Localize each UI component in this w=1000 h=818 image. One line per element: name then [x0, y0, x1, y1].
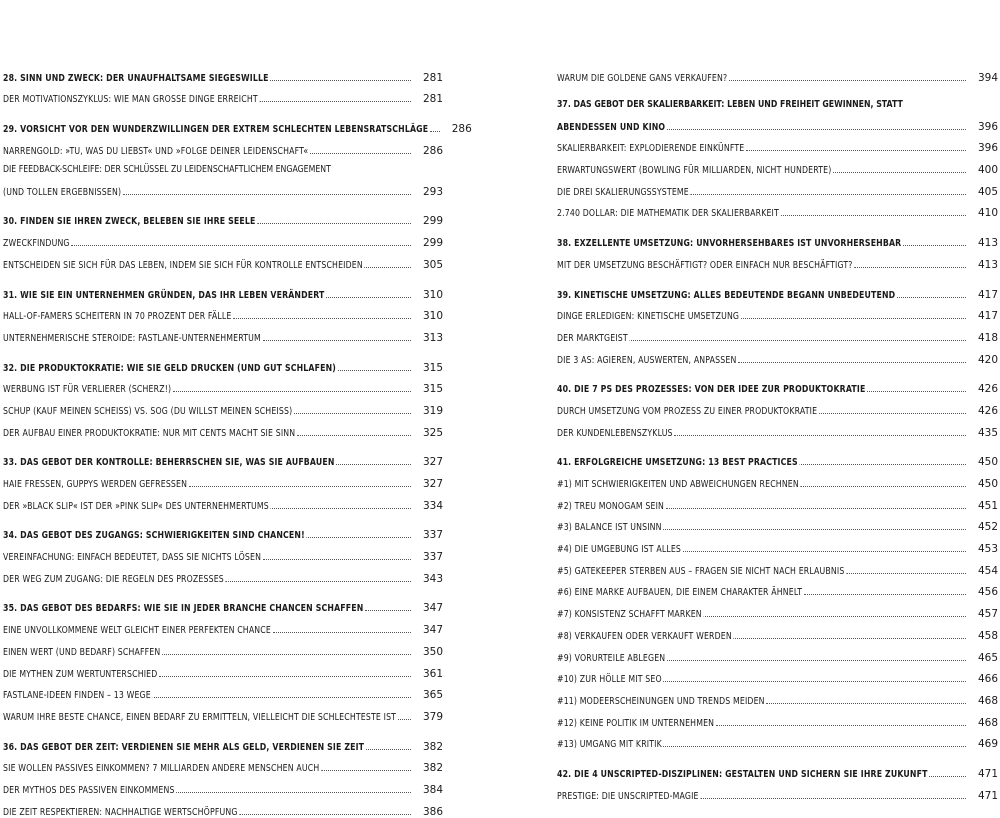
toc-entry-title: DER AUFBAU EINER PRODUKTOKRATIE: NUR MIT CENTS MACHT SIE SINN — [3, 427, 296, 439]
toc-section-entry — [557, 729, 998, 751]
toc-page-number: 315 — [422, 383, 443, 396]
toc-entry-title: 36. DAS GEBOT DER ZEIT: VERDIENEN SIE MEHR ALS GELD, VERDIENEN SIE ZEIT — [3, 741, 365, 753]
toc-entry-title: #5) GATEKEEPER STERBEN AUS – FRAGEN SIE NICHT NACH ERLAUBNIS — [557, 565, 845, 577]
toc-entry-title: #12) KEINE POLITIK IM UNTERNEHMEN — [557, 717, 715, 729]
dot-leader — [123, 194, 411, 195]
toc-entry-title: 2.740 DOLLAR: DIE MATHEMATIK DER SKALIERBARKEIT — [557, 208, 779, 220]
toc-page-number: 450 — [977, 478, 998, 490]
toc-chapter-entry — [557, 374, 998, 396]
toc-entry-title: 40. DIE 7 PS DES PROZESSES: VON DER IDEE ZUR PRODUKTOKRATIE — [557, 384, 866, 396]
toc-entry-title: 29. VORSICHT VOR DEN WUNDERZWILLINGEN DER EXTREM SCHLECHTEN LEBENSRATSCHLÄGE — [3, 124, 429, 136]
toc-section-entry — [3, 374, 443, 396]
toc-entry-title: DIE ZEIT RESPEKTIEREN: NACHHALTIGE WERTSCHÖPFUNG — [3, 806, 238, 818]
toc-section-entry — [557, 249, 998, 271]
dot-leader — [306, 537, 411, 538]
toc-section-entry — [3, 753, 443, 775]
dot-leader — [71, 245, 411, 246]
toc-entry-title: DIE DREI SKALIERUNGSSYSTEME — [557, 186, 689, 198]
dot-leader — [152, 697, 411, 698]
toc-page-number: 315 — [422, 361, 443, 374]
toc-entry-title: 31. WIE SIE EIN UNTERNEHMEN GRÜNDEN, DAS IHR LEBEN VERÄNDERT — [3, 289, 325, 301]
toc-entry-title: #10) ZUR HÖLLE MIT SEO — [557, 674, 662, 686]
toc-entry-title: 28. SINN UND ZWECK: DER UNAUFHALTSAME SIEGESWILLE — [3, 72, 269, 84]
dot-leader — [663, 681, 966, 682]
toc-section-entry — [557, 664, 998, 686]
toc-entry-title: DIE 3 AS: AGIEREN, AUSWERTEN, ANPASSEN — [557, 354, 737, 366]
toc-entry-title: 42. DIE 4 UNSCRIPTED-DISZIPLINEN: GESTALTEN UND SICHERN SIE IHRE ZUKUNFT — [557, 768, 928, 780]
toc-section-entry — [3, 417, 443, 439]
toc-page-number: 394 — [977, 71, 998, 84]
toc-entry-title: #2) TREU MONOGAM SEIN — [557, 500, 665, 512]
toc-page-number: 305 — [422, 258, 443, 271]
toc-section-entry — [557, 133, 998, 155]
dot-leader — [189, 486, 411, 487]
toc-page-number: 454 — [977, 564, 998, 577]
toc-section-entry — [3, 796, 443, 818]
toc-entry-title: 30. FINDEN SIE IHREN ZWECK, BELEBEN SIE IHRE SEELE — [3, 216, 256, 228]
toc-page-number: 313 — [422, 331, 443, 344]
dot-leader — [239, 814, 411, 815]
toc-page-number: 327 — [422, 456, 443, 469]
toc-chapter-entry — [557, 279, 998, 301]
toc-left-page — [3, 62, 472, 818]
toc-page-number: 426 — [977, 404, 998, 417]
dot-leader — [903, 245, 966, 246]
dot-leader — [766, 703, 966, 704]
toc-page-number: 453 — [977, 543, 998, 556]
toc-chapter-entry — [3, 206, 443, 228]
toc-entry-title: DER WEG ZUM ZUGANG: DIE REGELN DES PROZESSES — [3, 573, 224, 585]
toc-entry — [3, 157, 443, 198]
toc-page-number: 327 — [422, 478, 443, 490]
toc-section-entry — [3, 541, 443, 563]
toc-section-entry — [557, 620, 998, 642]
toc-entry-title: SCHUP (KAUF MEINEN SCHEISS) VS. SOG (DU WILLST MEINEN SCHEISS) — [3, 405, 293, 417]
toc-section-entry — [557, 490, 998, 512]
toc-chapter-entry — [3, 352, 443, 374]
toc-page-number: 286 — [451, 123, 472, 136]
dot-leader — [746, 150, 966, 151]
toc-section-entry — [557, 598, 998, 620]
toc-page-number: 468 — [977, 694, 998, 707]
toc-section-entry — [557, 301, 998, 323]
toc-page-number: 386 — [422, 805, 443, 818]
dot-leader — [430, 131, 440, 132]
toc-section-entry — [557, 577, 998, 599]
toc-page-number: 343 — [422, 572, 443, 585]
toc-entry-title: HALL-OF-FAMERS SCHEITERN IN 70 PROZENT DER FÄLLE — [3, 311, 232, 323]
toc-page-number: 365 — [422, 689, 443, 702]
toc-entry-title: DER MARKTGEIST — [557, 332, 628, 344]
toc-page-number: 293 — [422, 185, 443, 198]
toc-entry-title: NARRENGOLD: »TU, WAS DU LIEBST« UND »FOLGE DEINER LEIDENSCHAFT« — [3, 145, 309, 157]
toc-entry-title: WERBUNG IST FÜR VERLIERER (SCHERZ!) — [3, 384, 172, 396]
toc-page-number: 384 — [422, 783, 443, 796]
toc-entry-title: DER MYTHOS DES PASSIVEN EINKOMMENS — [3, 784, 175, 796]
toc-page-number: 450 — [977, 456, 998, 469]
toc-entry-title: 41. ERFOLGREICHE UMSETZUNG: 13 BEST PRACTICES — [557, 457, 798, 469]
toc-entry-title: ZWECKFINDUNG — [3, 238, 70, 250]
toc-page-number: 468 — [977, 716, 998, 729]
toc-section-entry — [3, 701, 443, 723]
dot-leader — [804, 594, 966, 595]
toc-entry-title: DER »BLACK SLIP« IST DER »PINK SLIP« DES UNTERNEHMERTUMS — [3, 500, 269, 512]
toc-entry-title: 37. DAS GEBOT DER SKALIERBARKEIT: LEBEN UND FREIHEIT GEWINNEN, STATT — [557, 98, 903, 110]
dot-leader — [690, 194, 966, 195]
dot-leader — [259, 101, 411, 102]
dot-leader — [176, 792, 411, 793]
toc-entry-title: #11) MODEERSCHEINUNGEN UND TRENDS MEIDEN — [557, 695, 765, 707]
dot-leader — [257, 223, 411, 224]
toc-section-entry — [557, 322, 998, 344]
toc-section-entry — [557, 512, 998, 534]
toc-section-entry — [557, 685, 998, 707]
toc-section-entry — [3, 84, 443, 106]
dot-leader — [667, 660, 966, 661]
toc-section-entry — [3, 490, 443, 512]
dot-leader — [663, 746, 966, 747]
dot-leader — [781, 215, 967, 216]
toc-page-number: 465 — [977, 651, 998, 664]
dot-leader — [929, 776, 966, 777]
toc-page-number: 435 — [977, 426, 998, 439]
toc-entry — [557, 92, 998, 133]
toc-page-number: 281 — [422, 93, 443, 106]
dot-leader — [741, 318, 966, 319]
toc-page-number: 396 — [977, 120, 998, 133]
toc-chapter-entry — [3, 279, 443, 301]
dot-leader — [310, 153, 411, 154]
toc-entry-title: FASTLANE-IDEEN FINDEN – 13 WEGE — [3, 690, 151, 702]
toc-entry-title: 38. EXZELLENTE UMSETZUNG: UNVORHERSEHBARES IST UNVORHERSEHBAR — [557, 238, 902, 250]
toc-section-entry — [3, 468, 443, 490]
toc-section-entry — [557, 707, 998, 729]
toc-right-page — [557, 62, 998, 802]
toc-section-entry — [557, 780, 998, 802]
dot-leader — [846, 573, 966, 574]
dot-leader — [273, 632, 411, 633]
dot-leader — [263, 340, 412, 341]
toc-page-number: 400 — [977, 164, 998, 177]
dot-leader — [263, 559, 411, 560]
toc-page-number: 405 — [977, 185, 998, 198]
toc-entry-title: #3) BALANCE IST UNSINN — [557, 522, 662, 534]
dot-leader — [800, 486, 966, 487]
toc-section-entry — [3, 658, 443, 680]
toc-page-number: 337 — [422, 551, 443, 564]
toc-page-number: 350 — [422, 645, 443, 658]
toc-entry-title: MIT DER UMSETZUNG BESCHÄFTIGT? ODER EINFACH NUR BESCHÄFTIGT? — [557, 259, 853, 271]
toc-page-number: 413 — [977, 258, 998, 271]
dot-leader — [819, 413, 966, 414]
toc-entry-title: EINE UNVOLLKOMMENE WELT GLEICHT EINER PERFEKTEN CHANCE — [3, 625, 271, 637]
toc-section-entry — [557, 62, 998, 84]
toc-entry-title: #7) KONSISTENZ SCHAFFT MARKEN — [557, 609, 702, 621]
toc-entry-title: #9) VORURTEILE ABLEGEN — [557, 652, 666, 664]
toc-page-number: 458 — [977, 629, 998, 642]
dot-leader — [270, 80, 411, 81]
toc-page-number: 469 — [977, 738, 998, 751]
dot-leader — [666, 508, 966, 509]
toc-entry-title: WARUM DIE GOLDENE GANS VERKAUFEN? — [557, 72, 728, 84]
dot-leader — [321, 770, 411, 771]
toc-page-number: 334 — [422, 499, 443, 512]
toc-entry-title: VEREINFACHUNG: EINFACH BEDEUTET, DASS SIE NICHTS LÖSEN — [3, 552, 262, 564]
dot-leader — [294, 413, 411, 414]
dot-leader — [833, 172, 966, 173]
toc-page-number: 456 — [977, 586, 998, 599]
toc-section-entry — [3, 680, 443, 702]
toc-section-entry — [3, 636, 443, 658]
dot-leader — [326, 297, 411, 298]
dot-leader — [799, 464, 966, 465]
dot-leader — [225, 581, 411, 582]
toc-chapter-entry — [3, 62, 443, 84]
toc-chapter-entry — [3, 113, 472, 136]
dot-leader — [703, 616, 966, 617]
toc-entry-title: 35. DAS GEBOT DES BEDARFS: WIE SIE IN JEDER BRANCHE CHANCEN SCHAFFEN — [3, 603, 364, 615]
toc-page-number: 452 — [977, 521, 998, 534]
dot-leader — [700, 798, 966, 799]
dot-leader — [683, 551, 966, 552]
dot-leader — [366, 749, 411, 750]
toc-entry-title: DER KUNDENLEBENSZYKLUS — [557, 427, 673, 439]
toc-section-entry — [557, 154, 998, 176]
toc-section-entry — [557, 555, 998, 577]
toc-entry-title: DER MOTIVATIONSZYKLUS: WIE MAN GROSSE DINGE ERREICHT — [3, 94, 258, 106]
toc-section-entry — [3, 249, 443, 271]
toc-page-number: 361 — [422, 667, 443, 680]
toc-entry-title: EINEN WERT (UND BEDARF) SCHAFFEN — [3, 646, 161, 658]
toc-entry-title: ENTSCHEIDEN SIE SICH FÜR DAS LEBEN, INDEM SIE SICH FÜR KONTROLLE ENTSCHEIDEN — [3, 259, 363, 271]
toc-entry-title: SKALIERBARKEIT: EXPLODIERENDE EINKÜNFTE — [557, 143, 745, 155]
toc-chapter-entry — [3, 447, 443, 469]
dot-leader — [162, 654, 411, 655]
dot-leader — [338, 370, 411, 371]
dot-leader — [733, 638, 966, 639]
dot-leader — [629, 340, 966, 341]
toc-chapter-entry — [3, 593, 443, 615]
dot-leader — [663, 529, 966, 530]
toc-page-number: 347 — [422, 602, 443, 615]
toc-page-number: 451 — [977, 499, 998, 512]
toc-page-number: 347 — [422, 624, 443, 637]
toc-entry-title: #13) UMGANG MIT KRITIK — [557, 739, 662, 751]
toc-page-number: 457 — [977, 608, 998, 621]
toc-section-entry — [557, 344, 998, 366]
toc-entry-title: 34. DAS GEBOT DES ZUGANGS: SCHWIERIGKEITEN SIND CHANCEN! — [3, 530, 305, 542]
toc-section-entry — [557, 395, 998, 417]
toc-entry-title: PRESTIGE: DIE UNSCRIPTED-MAGIE — [557, 790, 699, 802]
toc-entry-title: DINGE ERLEDIGEN: KINETISCHE UMSETZUNG — [557, 311, 740, 323]
toc-section-entry — [3, 227, 443, 249]
toc-page-number: 379 — [422, 710, 443, 723]
toc-entry-title: DIE FEEDBACK-SCHLEIFE: DER SCHLÜSSEL ZU LEIDENSCHAFTLICHEM ENGAGEMENT — [3, 163, 331, 175]
dot-leader — [365, 610, 411, 611]
dot-leader — [270, 508, 411, 509]
toc-section-entry — [557, 642, 998, 664]
toc-page-number: 417 — [977, 288, 998, 301]
toc-page-number: 310 — [422, 288, 443, 301]
dot-leader — [173, 391, 411, 392]
toc-page-number: 471 — [977, 789, 998, 802]
toc-page-number: 413 — [977, 237, 998, 250]
toc-entry-title: 33. DAS GEBOT DER KONTROLLE: BEHERRSCHEN SIE, WAS SIE AUFBAUEN — [3, 457, 335, 469]
toc-page-number: 310 — [422, 310, 443, 323]
toc-page-number: 410 — [977, 207, 998, 220]
toc-page-number: 420 — [977, 353, 998, 366]
dot-leader — [854, 267, 966, 268]
toc-page-number: 337 — [422, 529, 443, 542]
toc-entry-title-cont: (UND TOLLEN ERGEBNISSEN) — [3, 186, 122, 198]
dot-leader — [729, 80, 966, 81]
toc-section-entry — [557, 417, 998, 439]
toc-entry-title: ERWARTUNGSWERT (BOWLING FÜR MILLIARDEN, NICHT HUNDERTE) — [557, 165, 832, 177]
toc-entry-title-cont: ABENDESSEN UND KINO — [557, 121, 666, 133]
dot-leader — [738, 362, 966, 363]
dot-leader — [336, 464, 411, 465]
toc-section-entry — [3, 563, 443, 585]
toc-section-entry — [3, 135, 443, 157]
toc-entry-title: DIE MYTHEN ZUM WERTUNTERSCHIED — [3, 668, 158, 680]
toc-chapter-entry — [557, 758, 998, 780]
dot-leader — [897, 297, 966, 298]
dot-leader — [233, 318, 411, 319]
toc-entry-title: UNTERNEHMERISCHE STEROIDE: FASTLANE-UNTERNEHMERTUM — [3, 332, 261, 344]
toc-chapter-entry — [3, 731, 443, 753]
dot-leader — [364, 267, 411, 268]
toc-chapter-entry — [3, 520, 443, 542]
toc-entry-title: SIE WOLLEN PASSIVES EINKOMMEN? 7 MILLIARDEN ANDERE MENSCHEN AUCH — [3, 763, 320, 775]
toc-section-entry — [557, 198, 998, 220]
toc-page-number: 299 — [422, 237, 443, 250]
toc-entry-title: WARUM IHRE BESTE CHANCE, EINEN BEDARF ZU ERMITTELN, VIELLEICHT DIE SCHLECHTESTE IST — [3, 711, 397, 723]
toc-entry-title: #8) VERKAUFEN ODER VERKAUFT WERDEN — [557, 630, 732, 642]
toc-entry-title: #1) MIT SCHWIERIGKEITEN UND ABWEICHUNGEN RECHNEN — [557, 479, 799, 490]
toc-section-entry — [557, 468, 998, 490]
toc-chapter-entry — [557, 447, 998, 469]
toc-page-number: 418 — [977, 331, 998, 344]
toc-page-number: 396 — [977, 142, 998, 155]
toc-page-number: 417 — [977, 310, 998, 323]
toc-page-number: 382 — [422, 740, 443, 753]
toc-entry-title: #6) EINE MARKE AUFBAUEN, DIE EINEM CHARAKTER ÄHNELT — [557, 587, 803, 599]
dot-leader — [867, 391, 966, 392]
toc-page-number: 471 — [977, 767, 998, 780]
toc-page-number: 325 — [422, 426, 443, 439]
toc-page-number: 382 — [422, 762, 443, 775]
toc-page-number: 319 — [422, 404, 443, 417]
toc-page-number: 426 — [977, 383, 998, 396]
toc-section-entry — [3, 301, 443, 323]
toc-section-entry — [3, 322, 443, 344]
toc-entry-title: DURCH UMSETZUNG VOM PROZESS ZU EINER PRODUKTOKRATIE — [557, 405, 818, 417]
toc-entry-title: HAIE FRESSEN, GUPPYS WERDEN GEFRESSEN — [3, 479, 188, 490]
dot-leader — [667, 129, 966, 130]
toc-entry-title: #4) DIE UMGEBUNG IST ALLES — [557, 544, 682, 556]
toc-page-number: 286 — [422, 144, 443, 157]
dot-leader — [674, 435, 966, 436]
toc-page-number: 466 — [977, 673, 998, 686]
toc-entry-title: 39. KINETISCHE UMSETZUNG: ALLES BEDEUTENDE BEGANN UNBEDEUTEND — [557, 289, 896, 301]
toc-section-entry — [557, 176, 998, 198]
dot-leader — [398, 719, 411, 720]
toc-section-entry — [3, 395, 443, 417]
dot-leader — [716, 725, 966, 726]
toc-section-entry — [3, 774, 443, 796]
dot-leader — [159, 676, 411, 677]
toc-page-number: 299 — [422, 215, 443, 228]
toc-section-entry — [3, 614, 443, 636]
toc-entry-title: 32. DIE PRODUKTOKRATIE: WIE SIE GELD DRUCKEN (UND GUT SCHLAFEN) — [3, 362, 336, 374]
toc-chapter-entry — [557, 227, 998, 249]
toc-section-entry — [557, 533, 998, 555]
toc-page-number: 281 — [422, 71, 443, 84]
dot-leader — [297, 435, 411, 436]
